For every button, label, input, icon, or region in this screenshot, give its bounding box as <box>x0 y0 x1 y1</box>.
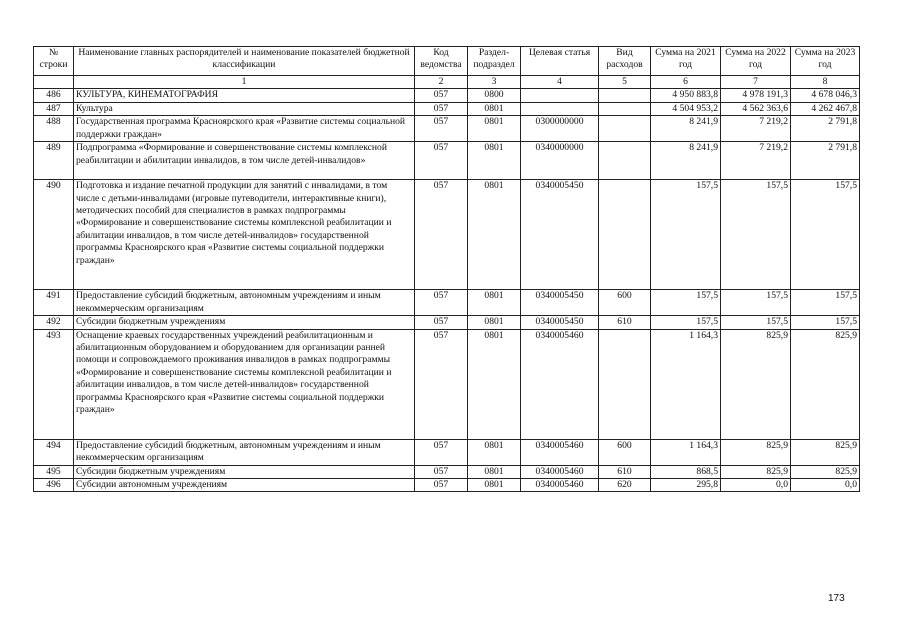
row-section: 0801 <box>468 479 521 492</box>
row-section: 0801 <box>468 180 521 290</box>
row-number: 492 <box>34 316 74 329</box>
row-sum-2022: 0,0 <box>721 479 791 492</box>
row-sum-2022: 825,9 <box>721 465 791 478</box>
row-sum-2021: 1 164,3 <box>651 439 721 465</box>
row-sum-2021: 1 164,3 <box>651 329 721 439</box>
row-sum-2023: 157,5 <box>791 180 860 290</box>
row-section: 0800 <box>468 89 521 102</box>
table-row <box>34 329 860 439</box>
row-name: Государственная программа Красноярского края «Развитие системы социальной поддержки граждан» <box>74 116 415 142</box>
row-sum-2023: 825,9 <box>791 329 860 439</box>
table-row <box>34 439 860 465</box>
row-sum-2023: 2 791,8 <box>791 142 860 180</box>
row-target: 0340000000 <box>521 142 599 180</box>
table-row <box>34 89 860 102</box>
table-header-row <box>34 47 860 76</box>
row-sum-2023: 4 262 467,8 <box>791 102 860 115</box>
row-dept-code: 057 <box>415 142 468 180</box>
page-number: 173 <box>828 593 845 604</box>
row-sum-2021: 157,5 <box>651 316 721 329</box>
row-target: 0340005450 <box>521 316 599 329</box>
row-name: Предоставление субсидий бюджетным, автономным учреждениям и иным некоммерческим организациям <box>74 290 415 316</box>
row-sum-2021: 4 504 953,2 <box>651 102 721 115</box>
table-body <box>34 89 860 492</box>
row-expense-type: 600 <box>599 439 651 465</box>
row-expense-type <box>599 89 651 102</box>
row-number: 486 <box>34 89 74 102</box>
row-section: 0801 <box>468 329 521 439</box>
row-name: КУЛЬТУРА, КИНЕМАТОГРАФИЯ <box>74 89 415 102</box>
header-target: Целевая статья <box>521 47 599 76</box>
row-number: 496 <box>34 479 74 492</box>
header-expense-type: Вид расходов <box>599 47 651 76</box>
row-name: Предоставление субсидий бюджетным, автономным учреждениям и иным некоммерческим организациям <box>74 439 415 465</box>
table-row <box>34 290 860 316</box>
row-sum-2022: 157,5 <box>721 180 791 290</box>
row-section: 0801 <box>468 290 521 316</box>
row-name: Субсидии бюджетным учреждениям <box>74 465 415 478</box>
row-expense-type <box>599 102 651 115</box>
row-target: 0340005450 <box>521 290 599 316</box>
row-dept-code: 057 <box>415 180 468 290</box>
column-number: 6 <box>651 76 721 89</box>
row-sum-2023: 4 678 046,3 <box>791 89 860 102</box>
row-sum-2022: 7 219,2 <box>721 116 791 142</box>
header-sum-2021: Сумма на 2021 год <box>651 47 721 76</box>
row-dept-code: 057 <box>415 116 468 142</box>
row-number: 495 <box>34 465 74 478</box>
table-row <box>34 116 860 142</box>
row-dept-code: 057 <box>415 465 468 478</box>
column-number: 4 <box>521 76 599 89</box>
header-sum-2022: Сумма на 2022 год <box>721 47 791 76</box>
row-sum-2023: 825,9 <box>791 439 860 465</box>
table-row <box>34 479 860 492</box>
row-number: 493 <box>34 329 74 439</box>
row-dept-code: 057 <box>415 290 468 316</box>
budget-table <box>33 46 860 492</box>
row-dept-code: 057 <box>415 89 468 102</box>
row-expense-type <box>599 142 651 180</box>
row-name: Подпрограмма «Формирование и совершенствование системы комплексной реабилитации и абилитации инвалидов, в том числе детей-инвалидов» <box>74 142 415 180</box>
row-name: Культура <box>74 102 415 115</box>
row-section: 0801 <box>468 116 521 142</box>
table-row <box>34 180 860 290</box>
row-sum-2022: 7 219,2 <box>721 142 791 180</box>
header-sum-2023: Сумма на 2023 год <box>791 47 860 76</box>
row-dept-code: 057 <box>415 102 468 115</box>
row-number: 487 <box>34 102 74 115</box>
row-section: 0801 <box>468 465 521 478</box>
row-expense-type <box>599 180 651 290</box>
header-dept-code: Код ведомства <box>415 47 468 76</box>
row-name: Оснащение краевых государственных учреждений реабилитационным и абилитационным оборудованием и оборудованием для организации ранней помощи и сопровождаемого проживания инвалидов в рамках подпрограммы «Формирование и совершенствование системы комплексной реабилитации и абилитации инвалидов, в том числе детей-инвалидов» государственной программы Красноярского края «Развитие системы социальной поддержки граждан» <box>74 329 415 439</box>
row-dept-code: 057 <box>415 329 468 439</box>
row-sum-2022: 4 562 363,6 <box>721 102 791 115</box>
column-number: 8 <box>791 76 860 89</box>
table-row <box>34 316 860 329</box>
row-section: 0801 <box>468 142 521 180</box>
row-section: 0801 <box>468 439 521 465</box>
row-target: 0340005450 <box>521 180 599 290</box>
row-target: 0340005460 <box>521 329 599 439</box>
row-sum-2023: 157,5 <box>791 316 860 329</box>
table-row <box>34 102 860 115</box>
row-sum-2021: 157,5 <box>651 180 721 290</box>
row-expense-type: 620 <box>599 479 651 492</box>
row-target <box>521 102 599 115</box>
row-sum-2023: 825,9 <box>791 465 860 478</box>
row-sum-2022: 157,5 <box>721 290 791 316</box>
row-sum-2021: 295,8 <box>651 479 721 492</box>
row-expense-type: 600 <box>599 290 651 316</box>
row-dept-code: 057 <box>415 439 468 465</box>
column-number: 5 <box>599 76 651 89</box>
column-number <box>34 76 74 89</box>
header-row-no: № строки <box>34 47 74 76</box>
column-number: 2 <box>415 76 468 89</box>
row-section: 0801 <box>468 102 521 115</box>
row-number: 494 <box>34 439 74 465</box>
row-sum-2023: 0,0 <box>791 479 860 492</box>
row-target <box>521 89 599 102</box>
row-sum-2023: 157,5 <box>791 290 860 316</box>
row-number: 488 <box>34 116 74 142</box>
row-sum-2022: 157,5 <box>721 316 791 329</box>
row-number: 491 <box>34 290 74 316</box>
row-number: 490 <box>34 180 74 290</box>
header-section: Раздел-подраздел <box>468 47 521 76</box>
row-sum-2022: 4 978 191,3 <box>721 89 791 102</box>
row-expense-type <box>599 116 651 142</box>
row-sum-2021: 8 241,9 <box>651 116 721 142</box>
row-target: 0340005460 <box>521 439 599 465</box>
row-sum-2022: 825,9 <box>721 439 791 465</box>
row-dept-code: 057 <box>415 316 468 329</box>
row-sum-2022: 825,9 <box>721 329 791 439</box>
row-target: 0340005460 <box>521 479 599 492</box>
row-name: Подготовка и издание печатной продукции для занятий с инвалидами, в том числе с детьми-инвалидами (игровые путеводители, интерактивные книги), методических пособий для специалистов в рамках подпрограммы «Формирование и совершенствование системы комплексной реабилитации и абилитации инвалидов, в том числе детей-инвалидов» государственной программы Красноярского края «Развитие системы социальной поддержки граждан» <box>74 180 415 290</box>
column-number: 1 <box>74 76 415 89</box>
column-number: 3 <box>468 76 521 89</box>
row-number: 489 <box>34 142 74 180</box>
row-expense-type <box>599 329 651 439</box>
row-dept-code: 057 <box>415 479 468 492</box>
row-name: Субсидии автономным учреждениям <box>74 479 415 492</box>
row-sum-2021: 868,5 <box>651 465 721 478</box>
row-sum-2021: 157,5 <box>651 290 721 316</box>
row-target: 0300000000 <box>521 116 599 142</box>
row-section: 0801 <box>468 316 521 329</box>
row-sum-2021: 4 950 883,8 <box>651 89 721 102</box>
row-expense-type: 610 <box>599 316 651 329</box>
column-number-row <box>34 76 860 89</box>
column-number: 7 <box>721 76 791 89</box>
row-sum-2023: 2 791,8 <box>791 116 860 142</box>
row-target: 0340005460 <box>521 465 599 478</box>
row-expense-type: 610 <box>599 465 651 478</box>
table-row <box>34 142 860 180</box>
row-sum-2021: 8 241,9 <box>651 142 721 180</box>
table-row <box>34 465 860 478</box>
header-name: Наименование главных распорядителей и наименование показателей бюджетной классификации <box>74 47 415 76</box>
row-name: Субсидии бюджетным учреждениям <box>74 316 415 329</box>
